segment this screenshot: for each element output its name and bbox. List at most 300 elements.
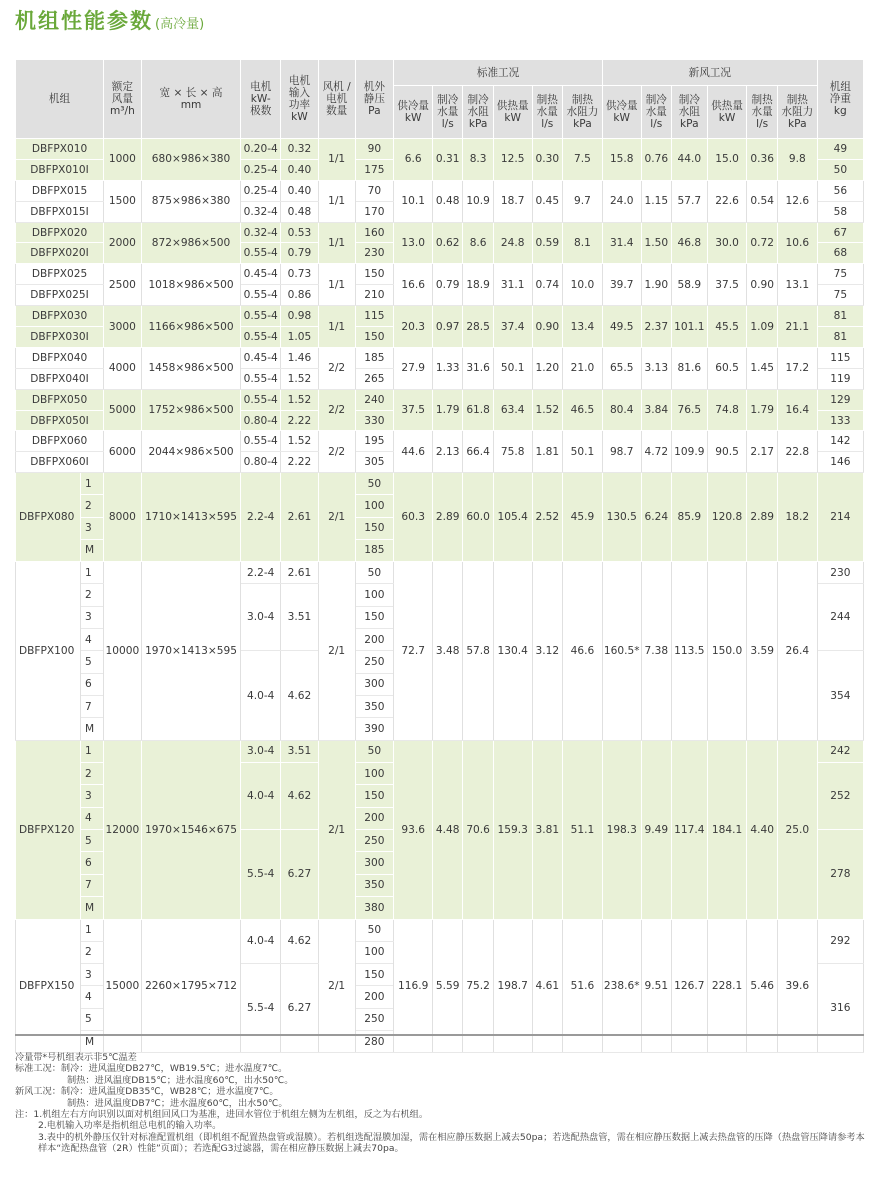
unit-model: DBFPX030 [16,306,104,327]
unit-variant: 6 [80,673,103,695]
unit-model: DBFPX010I [16,159,104,180]
airflow-value: 5000 [104,389,142,431]
header-heat-cap: 供热量 kW [707,86,747,139]
perf-value: 4.72 [641,431,671,473]
unit-model: DBFPX060I [16,452,104,473]
motor-value: 0.55-4 [241,368,281,389]
perf-value: 46.5 [562,389,602,431]
airflow-value: 1000 [104,139,142,181]
unit-model: DBFPX150 [16,919,81,1053]
power-value: 1.52 [281,389,319,410]
perf-value: 51.6 [562,919,602,1053]
perf-value: 0.74 [532,264,562,306]
perf-value: 4.40 [747,740,777,919]
motor-value: 0.32-4 [241,201,281,222]
header-fresh: 新风工况 [602,60,817,86]
perf-value: 12.6 [777,180,817,222]
weight-value: 142 [817,431,863,452]
unit-variant: 3 [80,785,103,807]
perf-value: 0.31 [433,139,463,181]
title-sub: (高冷量) [155,17,205,32]
perf-value: 22.8 [777,431,817,473]
perf-value: 10.0 [562,264,602,306]
perf-value: 93.6 [394,740,433,919]
airflow-value: 6000 [104,431,142,473]
perf-value: 70.6 [463,740,493,919]
perf-value: 3.48 [433,562,463,741]
weight-value: 244 [817,584,863,651]
dims-value: 680×986×380 [141,139,241,181]
weight-value: 81 [817,306,863,327]
perf-value: 37.5 [707,264,747,306]
perf-value: 130.4 [493,562,532,741]
perf-value: 9.49 [641,740,671,919]
unit-variant: 2 [80,584,103,606]
perf-value: 57.7 [672,180,708,222]
fan-value: 1/1 [318,264,355,306]
unit-variant: 2 [80,941,103,963]
perf-value: 1.20 [532,347,562,389]
static-value: 150 [355,785,394,807]
power-value: 2.61 [281,473,319,562]
airflow-value: 15000 [104,919,142,1053]
unit-model: DBFPX040 [16,347,104,368]
unit-variant: 3 [80,606,103,628]
header-heat-flow: 制热 水量 l/s [747,86,777,139]
airflow-value: 4000 [104,347,142,389]
unit-model: DBFPX015I [16,201,104,222]
perf-value: 15.0 [707,139,747,181]
static-value: 380 [355,897,394,919]
header-fan: 风机 / 电机 数量 [318,60,355,139]
unit-model: DBFPX015 [16,180,104,201]
perf-value: 126.7 [672,919,708,1053]
power-value: 1.52 [281,368,319,389]
header-motor: 电机 kW- 极数 [241,60,281,139]
note-line: 3.表中的机外静压仅针对标准配置机组（即机组不配置热盘管或湿膜）。若机组选配湿膜加湿，需在相应静压数据上减去50pa；若选配热盘管，需在相应静压数据上减去热盘管的压降（热盘管压降请参考本样本“选配热盘管（2R）性能”页面）；若选配G3过滤器，需在相应静压数据上减去70pa。 [38,1131,865,1155]
perf-value: 50.1 [493,347,532,389]
perf-value: 101.1 [672,306,708,348]
static-value: 240 [355,389,394,410]
static-value: 115 [355,306,394,327]
weight-value: 75 [817,285,863,306]
static-value: 50 [355,473,394,495]
unit-variant: 7 [80,696,103,718]
static-value: 160 [355,222,394,243]
dims-value: 1752×986×500 [141,389,241,431]
static-value: 150 [355,327,394,348]
weight-value: 316 [817,964,863,1053]
perf-value: 98.7 [602,431,641,473]
perf-value: 2.89 [747,473,777,562]
unit-model: DBFPX060 [16,431,104,452]
header-static: 机外 静压 Pa [355,60,394,139]
weight-value: 292 [817,919,863,964]
perf-value: 105.4 [493,473,532,562]
perf-value: 17.2 [777,347,817,389]
weight-value: 49 [817,139,863,160]
unit-model: DBFPX010 [16,139,104,160]
perf-value: 76.5 [672,389,708,431]
notes [15,1052,865,1155]
perf-value: 8.1 [562,222,602,264]
power-value: 0.86 [281,285,319,306]
perf-value: 50.1 [562,431,602,473]
airflow-value: 3000 [104,306,142,348]
perf-value: 0.76 [641,139,671,181]
perf-value: 120.8 [707,473,747,562]
header-dims: 宽 × 长 × 高 mm [141,60,241,139]
perf-value: 130.5 [602,473,641,562]
perf-value: 117.4 [672,740,708,919]
static-value: 150 [355,964,394,986]
unit-variant: 5 [80,830,103,852]
unit-variant: M [80,718,103,740]
perf-value: 1.90 [641,264,671,306]
perf-value: 0.30 [532,139,562,181]
motor-value: 0.32-4 [241,222,281,243]
unit-model: DBFPX080 [16,473,81,562]
static-value: 100 [355,763,394,785]
motor-value: 0.55-4 [241,306,281,327]
static-value: 150 [355,264,394,285]
static-value: 150 [355,606,394,628]
perf-value: 31.1 [493,264,532,306]
perf-value: 58.9 [672,264,708,306]
perf-value: 46.6 [562,562,602,741]
perf-value: 75.8 [493,431,532,473]
power-value: 1.46 [281,347,319,368]
perf-value: 60.0 [463,473,493,562]
unit-model: DBFPX050 [16,389,104,410]
airflow-value: 2000 [104,222,142,264]
unit-model: DBFPX025I [16,285,104,306]
perf-value: 20.3 [394,306,433,348]
header-cool-cap: 供冷量 kW [602,86,641,139]
header-weight: 机组 净重 kg [817,60,863,139]
dims-value: 1710×1413×595 [141,473,241,562]
dims-value: 2044×986×500 [141,431,241,473]
table-row [16,264,864,285]
perf-value: 18.7 [493,180,532,222]
perf-value: 198.7 [493,919,532,1053]
fan-value: 2/1 [318,473,355,562]
perf-value: 9.7 [562,180,602,222]
perf-value: 1.79 [433,389,463,431]
perf-value: 13.0 [394,222,433,264]
dims-value: 2260×1795×712 [141,919,241,1053]
static-value: 230 [355,243,394,264]
perf-value: 113.5 [672,562,708,741]
fan-value: 2/2 [318,431,355,473]
weight-value: 278 [817,830,863,919]
airflow-value: 2500 [104,264,142,306]
static-value: 330 [355,410,394,431]
perf-value: 2.89 [433,473,463,562]
header-heat-res: 制热 水阻力 kPa [777,86,817,139]
weight-value: 56 [817,180,863,201]
perf-value: 3.81 [532,740,562,919]
unit-variant: 1 [80,473,103,495]
fan-value: 2/1 [318,562,355,741]
perf-value: 25.0 [777,740,817,919]
perf-value: 184.1 [707,740,747,919]
perf-value: 228.1 [707,919,747,1053]
perf-value: 4.48 [433,740,463,919]
weight-value: 252 [817,763,863,830]
perf-value: 21.0 [562,347,602,389]
fan-value: 1/1 [318,222,355,264]
perf-value: 31.4 [602,222,641,264]
perf-value: 150.0 [707,562,747,741]
perf-value: 26.4 [777,562,817,741]
perf-value: 10.1 [394,180,433,222]
static-value: 100 [355,495,394,517]
dims-value: 1018×986×500 [141,264,241,306]
airflow-value: 8000 [104,473,142,562]
motor-value: 4.0-4 [241,919,281,964]
power-value: 1.52 [281,431,319,452]
power-value: 1.05 [281,327,319,348]
perf-value: 4.61 [532,919,562,1053]
motor-value: 0.25-4 [241,180,281,201]
perf-value: 0.54 [747,180,777,222]
static-value: 185 [355,539,394,561]
perf-value: 16.6 [394,264,433,306]
perf-value: 198.3 [602,740,641,919]
perf-value: 1.81 [532,431,562,473]
power-value: 2.22 [281,452,319,473]
static-value: 185 [355,347,394,368]
motor-value: 2.2-4 [241,562,281,584]
motor-value: 2.2-4 [241,473,281,562]
perf-value: 28.5 [463,306,493,348]
power-value: 0.79 [281,243,319,264]
perf-value: 24.0 [602,180,641,222]
note-line: 2.电机输入功率是指机组总电机的输入功率。 [38,1120,222,1132]
perf-value: 46.8 [672,222,708,264]
unit-variant: 6 [80,852,103,874]
perf-value: 13.1 [777,264,817,306]
header-cool-flow: 制冷 水量 l/s [433,86,463,139]
unit-variant: M [80,897,103,919]
static-value: 170 [355,201,394,222]
header-cool-cap: 供冷量 kW [394,86,433,139]
motor-value: 0.45-4 [241,264,281,285]
static-value: 300 [355,673,394,695]
perf-value: 1.33 [433,347,463,389]
table-row [16,347,864,368]
static-value: 200 [355,629,394,651]
static-value: 390 [355,718,394,740]
header-heat-cap: 供热量 kW [493,86,532,139]
static-value: 150 [355,517,394,539]
perf-value: 16.4 [777,389,817,431]
perf-value: 0.90 [532,306,562,348]
static-value: 250 [355,651,394,673]
perf-value: 80.4 [602,389,641,431]
unit-variant: 4 [80,986,103,1008]
motor-value: 3.0-4 [241,740,281,762]
table-row [16,919,864,941]
weight-value: 50 [817,159,863,180]
perf-value: 160.5* [602,562,641,741]
power-value: 2.61 [281,562,319,584]
unit-variant: M [80,1030,103,1052]
table-row [16,222,864,243]
unit-variant: 5 [80,1008,103,1030]
motor-value: 0.20-4 [241,139,281,160]
power-value: 4.62 [281,651,319,740]
static-value: 350 [355,696,394,718]
page-title [15,4,204,38]
perf-value: 39.6 [777,919,817,1053]
unit-model: DBFPX100 [16,562,81,741]
dims-value: 872×986×500 [141,222,241,264]
unit-variant: 1 [80,740,103,762]
fan-value: 2/1 [318,919,355,1053]
perf-value: 0.62 [433,222,463,264]
unit-model: DBFPX050I [16,410,104,431]
perf-value: 109.9 [672,431,708,473]
airflow-value: 12000 [104,740,142,919]
weight-value: 230 [817,562,863,584]
header-unit: 机组 [16,60,104,139]
header-power: 电机 输入 功率 kW [281,60,319,139]
table-row [16,473,864,495]
static-value: 250 [355,1008,394,1030]
static-value: 200 [355,807,394,829]
power-value: 3.51 [281,740,319,762]
perf-value: 0.36 [747,139,777,181]
note-line: 标准工况：制冷：进风温度DB27℃，WB19.5℃；进水温度7℃。 [15,1063,288,1075]
perf-value: 116.9 [394,919,433,1053]
static-value: 200 [355,986,394,1008]
header-cool-res: 制冷 水阻 kPa [463,86,493,139]
perf-value: 27.9 [394,347,433,389]
power-value: 0.48 [281,201,319,222]
static-value: 280 [355,1030,394,1052]
perf-value: 15.8 [602,139,641,181]
table-row [16,389,864,410]
perf-value: 75.2 [463,919,493,1053]
perf-value: 30.0 [707,222,747,264]
unit-model: DBFPX120 [16,740,81,919]
fan-value: 2/2 [318,347,355,389]
perf-value: 1.79 [747,389,777,431]
perf-value: 18.2 [777,473,817,562]
weight-value: 75 [817,264,863,285]
table-row [16,431,864,452]
dims-value: 1970×1546×675 [141,740,241,919]
unit-model: DBFPX040I [16,368,104,389]
title-main: 机组性能参数 [15,9,153,33]
perf-value: 45.9 [562,473,602,562]
header-cool-flow: 制冷 水量 l/s [641,86,671,139]
perf-value: 66.4 [463,431,493,473]
note-line: 新风工况：制冷：进风温度DB35℃，WB28℃；进水温度7℃。 [15,1086,279,1098]
perf-value: 21.1 [777,306,817,348]
static-value: 350 [355,874,394,896]
table-header [16,60,864,139]
perf-value: 39.7 [602,264,641,306]
perf-value: 238.6* [602,919,641,1053]
unit-variant: 1 [80,562,103,584]
unit-variant: 3 [80,964,103,986]
perf-value: 0.45 [532,180,562,222]
dims-value: 1458×986×500 [141,347,241,389]
unit-model: DBFPX020 [16,222,104,243]
airflow-value: 10000 [104,562,142,741]
power-value: 2.22 [281,410,319,431]
perf-value: 44.6 [394,431,433,473]
motor-value: 4.0-4 [241,763,281,830]
perf-value: 3.59 [747,562,777,741]
perf-value: 22.6 [707,180,747,222]
power-value: 4.62 [281,763,319,830]
table-bottom-rule [15,1034,864,1036]
weight-value: 214 [817,473,863,562]
static-value: 50 [355,740,394,762]
motor-value: 0.45-4 [241,347,281,368]
perf-value: 51.1 [562,740,602,919]
unit-variant: 3 [80,517,103,539]
static-value: 300 [355,852,394,874]
perf-value: 85.9 [672,473,708,562]
perf-value: 5.46 [747,919,777,1053]
static-value: 250 [355,830,394,852]
dims-value: 875×986×380 [141,180,241,222]
static-value: 195 [355,431,394,452]
perf-value: 18.9 [463,264,493,306]
fan-value: 2/2 [318,389,355,431]
perf-value: 0.90 [747,264,777,306]
perf-value: 2.37 [641,306,671,348]
static-value: 210 [355,285,394,306]
note-line: 注：1.机组左右方向识别以面对机组回风口为基准，进回水管位于机组左侧为左机组，反之为右机组。 [15,1109,429,1121]
weight-value: 119 [817,368,863,389]
static-value: 265 [355,368,394,389]
weight-value: 354 [817,651,863,740]
weight-value: 58 [817,201,863,222]
perf-value: 72.7 [394,562,433,741]
unit-variant: 4 [80,629,103,651]
perf-value: 57.8 [463,562,493,741]
weight-value: 68 [817,243,863,264]
fan-value: 1/1 [318,180,355,222]
table-row [16,740,864,762]
perf-value: 31.6 [463,347,493,389]
perf-value: 60.3 [394,473,433,562]
perf-value: 8.3 [463,139,493,181]
weight-value: 146 [817,452,863,473]
perf-value: 7.5 [562,139,602,181]
note-line: 制热：进风温度DB15℃；进水温度60℃，出水50℃。 [67,1074,294,1086]
perf-value: 81.6 [672,347,708,389]
motor-value: 0.55-4 [241,243,281,264]
power-value: 0.98 [281,306,319,327]
power-value: 4.62 [281,919,319,964]
perf-value: 2.17 [747,431,777,473]
perf-value: 60.5 [707,347,747,389]
perf-value: 37.5 [394,389,433,431]
perf-value: 49.5 [602,306,641,348]
motor-value: 4.0-4 [241,651,281,740]
perf-value: 90.5 [707,431,747,473]
unit-variant: 1 [80,919,103,941]
weight-value: 242 [817,740,863,762]
table-row [16,562,864,584]
